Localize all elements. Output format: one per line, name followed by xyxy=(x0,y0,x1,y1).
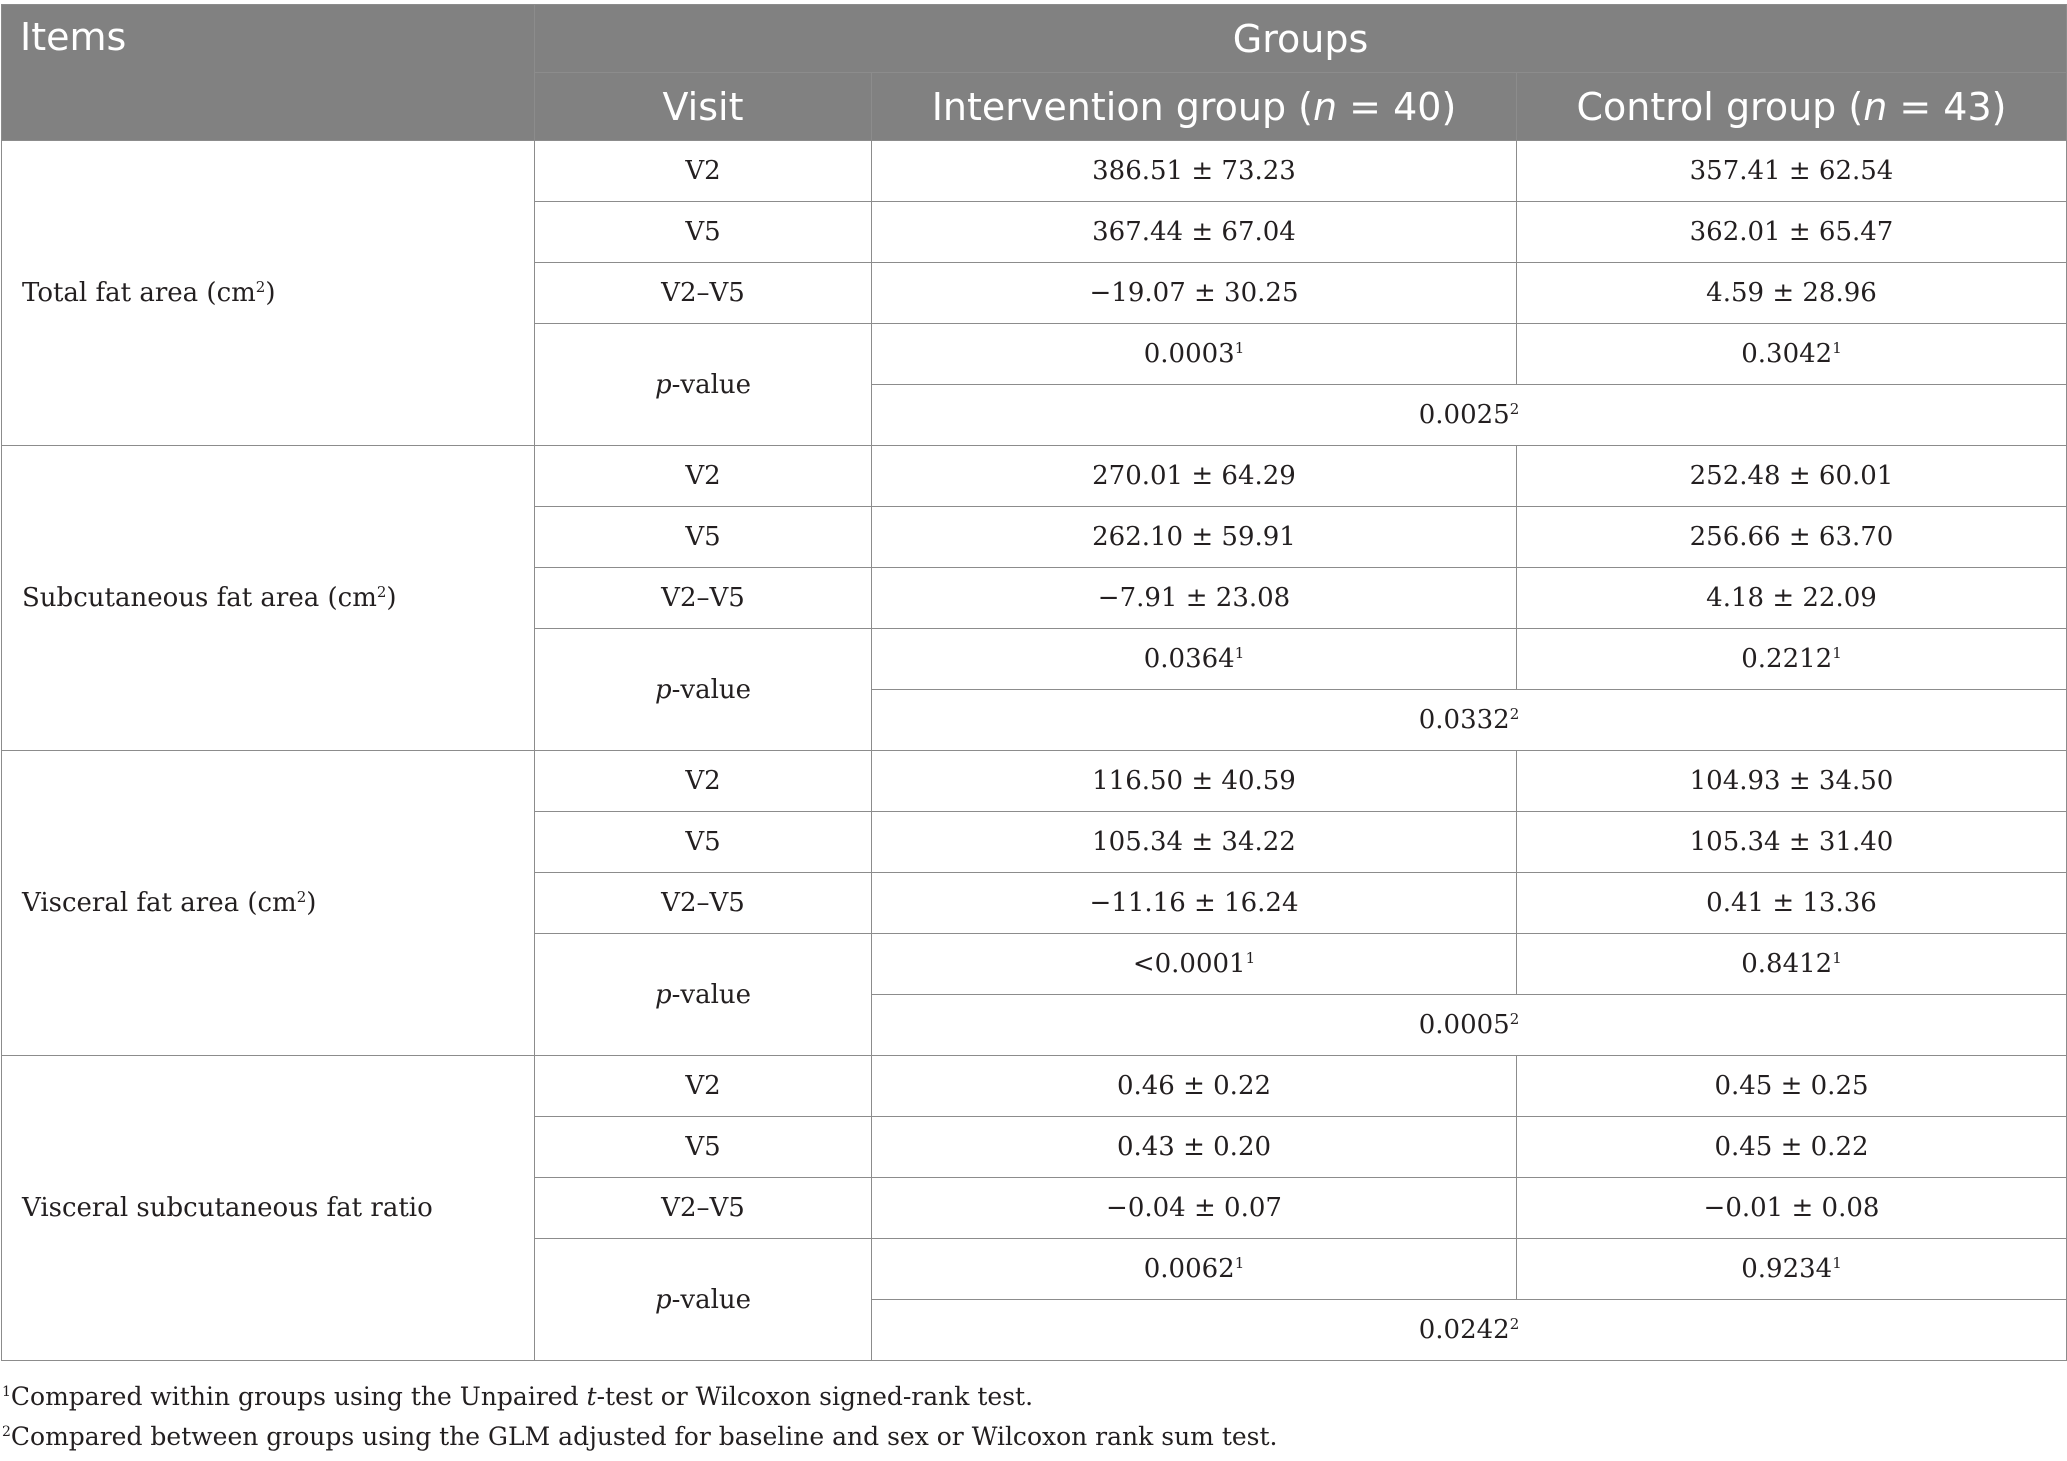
header-visit: Visit xyxy=(535,73,872,141)
intervention-cell: 105.34 ± 34.22 xyxy=(872,812,1517,873)
visit-cell: V2–V5 xyxy=(535,1178,872,1239)
table-row xyxy=(2,141,2067,202)
p-between-cell: 0.0025$^2$ xyxy=(872,385,2067,446)
intervention-cell: 270.01 ± 64.29 xyxy=(872,446,1517,507)
control-cell: 252.48 ± 60.01 xyxy=(1517,446,2067,507)
table-row xyxy=(2,446,2067,507)
visit-cell: V2–V5 xyxy=(535,263,872,324)
intervention-cell: 116.50 ± 40.59 xyxy=(872,751,1517,812)
intervention-cell: 0.46 ± 0.22 xyxy=(872,1056,1517,1117)
p-between-cell: 0.0005$^2$ xyxy=(872,995,2067,1056)
intervention-cell: −7.91 ± 23.08 xyxy=(872,568,1517,629)
p-intervention-cell: 0.0003$^1$ xyxy=(872,324,1517,385)
visit-cell: V2 xyxy=(535,1056,872,1117)
visit-cell: V2–V5 xyxy=(535,873,872,934)
visit-cell: V2 xyxy=(535,446,872,507)
intervention-cell: 262.10 ± 59.91 xyxy=(872,507,1517,568)
visit-cell: V2 xyxy=(535,141,872,202)
table-row xyxy=(2,1056,2067,1117)
visit-cell: V5 xyxy=(535,507,872,568)
p-intervention-cell: $<0.0001^1$ xyxy=(872,934,1517,995)
intervention-cell: 367.44 ± 67.04 xyxy=(872,202,1517,263)
table-body xyxy=(2,141,2067,1361)
header-groups: Groups xyxy=(535,5,2067,73)
control-cell: 0.41 ± 13.36 xyxy=(1517,873,2067,934)
footnote-2: $^2$Compared between groups using the GLM adjusted for baseline and sex or Wilcoxon rank sum test. xyxy=(2,1422,1278,1451)
p-value-label: p-value xyxy=(535,1239,872,1361)
control-cell: 104.93 ± 34.50 xyxy=(1517,751,2067,812)
p-control-cell: 0.8412$^1$ xyxy=(1517,934,2067,995)
header-control: Control group (n = 43) xyxy=(1517,73,2067,141)
p-value-label: p-value xyxy=(535,934,872,1056)
visit-cell: V2–V5 xyxy=(535,568,872,629)
visit-cell: V5 xyxy=(535,1117,872,1178)
visit-cell: V5 xyxy=(535,202,872,263)
intervention-cell: 386.51 ± 73.23 xyxy=(872,141,1517,202)
p-control-cell: 0.3042$^1$ xyxy=(1517,324,2067,385)
table-row xyxy=(2,751,2067,812)
p-value-label: p-value xyxy=(535,324,872,446)
intervention-cell: 0.43 ± 0.20 xyxy=(872,1117,1517,1178)
item-label: Visceral subcutaneous fat ratio xyxy=(2,1056,535,1361)
intervention-cell: −19.07 ± 30.25 xyxy=(872,263,1517,324)
control-cell: −0.01 ± 0.08 xyxy=(1517,1178,2067,1239)
p-intervention-cell: 0.0062$^1$ xyxy=(872,1239,1517,1300)
item-label: Total fat area $(cm^2)$ xyxy=(2,141,535,446)
p-value-label: p-value xyxy=(535,629,872,751)
visit-cell: V5 xyxy=(535,812,872,873)
p-control-cell: 0.2212$^1$ xyxy=(1517,629,2067,690)
visit-cell: V2 xyxy=(535,751,872,812)
intervention-cell: −0.04 ± 0.07 xyxy=(872,1178,1517,1239)
control-cell: 105.34 ± 31.40 xyxy=(1517,812,2067,873)
control-cell: 0.45 ± 0.25 xyxy=(1517,1056,2067,1117)
results-table xyxy=(1,4,2067,1361)
header-items: Items xyxy=(2,5,535,141)
control-cell: 4.59 ± 28.96 xyxy=(1517,263,2067,324)
header-intervention: Intervention group (n = 40) xyxy=(872,73,1517,141)
p-between-cell: 0.0242$^2$ xyxy=(872,1300,2067,1361)
item-label: Visceral fat area $(cm^2)$ xyxy=(2,751,535,1056)
control-cell: 357.41 ± 62.54 xyxy=(1517,141,2067,202)
p-between-cell: 0.0332$^2$ xyxy=(872,690,2067,751)
intervention-cell: −11.16 ± 16.24 xyxy=(872,873,1517,934)
item-label: Subcutaneous fat area $(cm^2)$ xyxy=(2,446,535,751)
p-control-cell: 0.9234$^1$ xyxy=(1517,1239,2067,1300)
control-cell: 256.66 ± 63.70 xyxy=(1517,507,2067,568)
control-cell: 362.01 ± 65.47 xyxy=(1517,202,2067,263)
control-cell: 0.45 ± 0.22 xyxy=(1517,1117,2067,1178)
control-cell: 4.18 ± 22.09 xyxy=(1517,568,2067,629)
footnote-1: $^1$Compared within groups using the Unpaired t-test or Wilcoxon signed-rank test. xyxy=(2,1382,1034,1411)
p-intervention-cell: 0.0364$^1$ xyxy=(872,629,1517,690)
